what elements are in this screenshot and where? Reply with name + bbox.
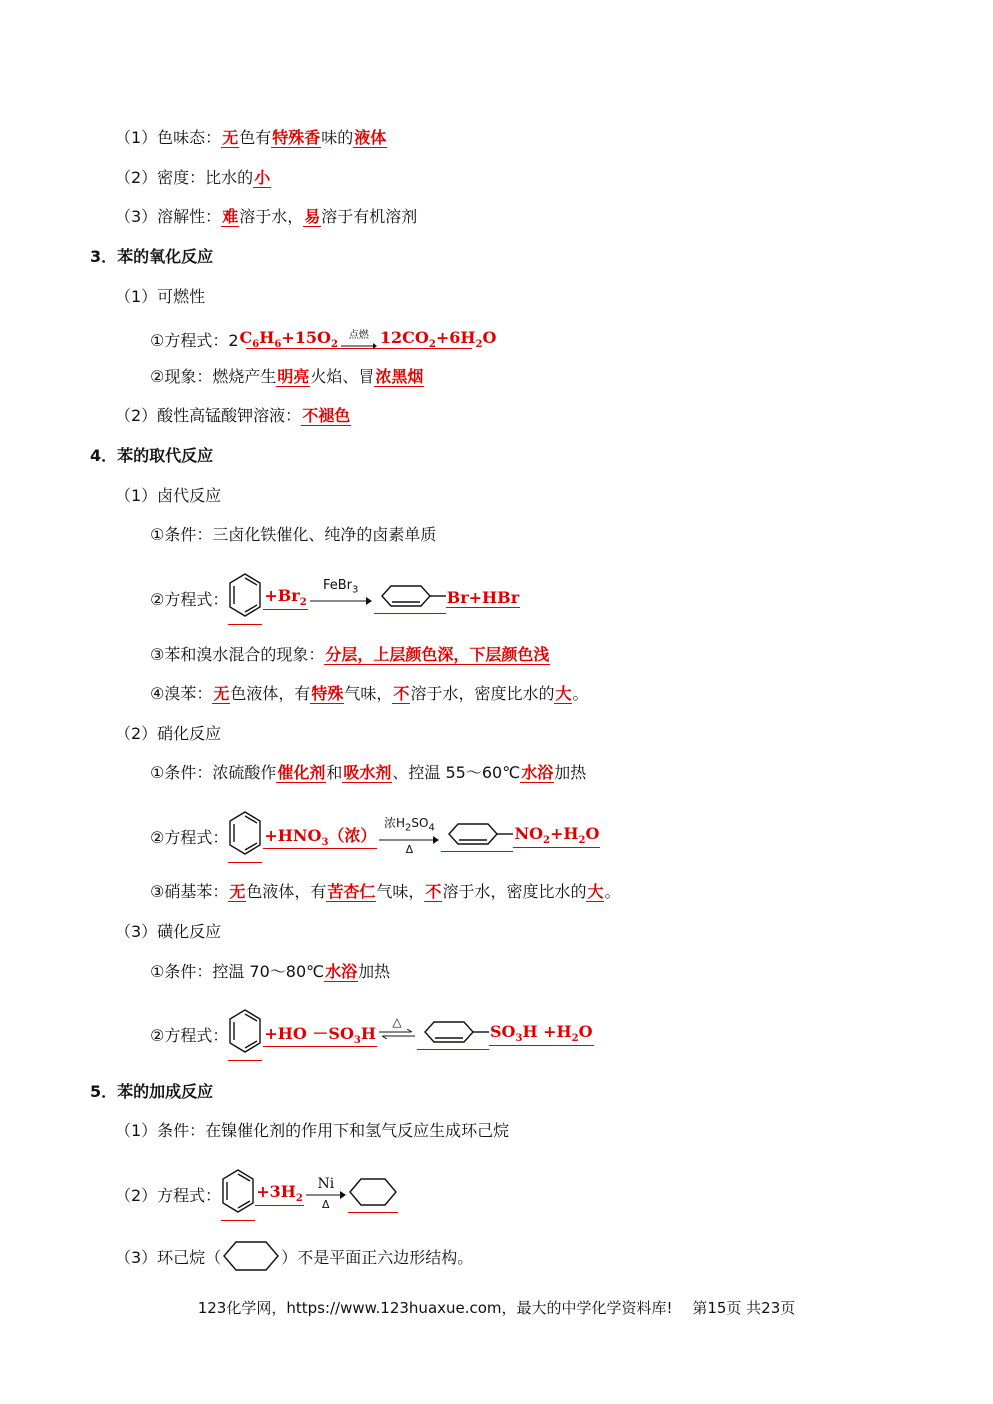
sulfonation-equation: ②方程式： $+HO -SO_3H$ △ $SO_3H +H_2O$	[150, 1006, 594, 1062]
benzene-structure-icon	[221, 1168, 255, 1214]
line-solubility: （3）溶解性：难溶于水，易溶于有机溶剂	[115, 207, 418, 226]
cyclohexane-structure-icon	[348, 1176, 398, 1208]
line-color-taste-state: （1）色味态：无色有特殊香味的液体	[115, 128, 387, 147]
line-halogenation: （1）卤代反应	[115, 486, 222, 505]
section-3-title: 3．苯的氧化反应	[90, 247, 214, 266]
page-footer: 123化学网，https://www.123huaxue.com，最大的中学化学资料库! 第15页 共23页	[197, 1299, 796, 1317]
line-bromine-water: ③苯和溴水混合的现象：分层，上层颜色深，下层颜色浅	[150, 645, 550, 664]
line-sulfonation: （3）磺化反应	[115, 922, 222, 941]
bromination-equation: ②方程式： $+Br_2$ FeBr$_3$ Br+HBr	[150, 570, 520, 626]
bromobenzene-structure-icon	[374, 583, 446, 609]
benzene-structure-icon	[228, 572, 262, 618]
line-cyclohexane-not-planar: （3）环己烷（ ）不是平面正六边形结构。	[115, 1240, 473, 1272]
benzenesulfonic-acid-structure-icon	[417, 1019, 489, 1045]
reversible-arrow-icon	[379, 1029, 415, 1039]
benzene-structure-icon	[228, 1008, 262, 1054]
combustion-equation: ①方程式：2 $C_6H_6+15O_2$ 点燃 $12CO_2+6H_2O$	[150, 327, 497, 351]
nitrobenzene-structure-icon	[441, 821, 513, 847]
hydrogenation-equation: （2）方程式： $+3H_2$ Ni Δ	[115, 1166, 398, 1222]
nitration-equation: ②方程式： $+HNO_3$（浓） 浓$H_2SO_4$ Δ $NO_2+H_2O$	[150, 808, 600, 864]
line-halogenation-condition: ①条件：三卤化铁催化、纯净的卤素单质	[150, 525, 437, 544]
line-nitration-condition: ①条件：浓硫酸作催化剂和吸水剂、控温 55～60℃水浴加热	[150, 763, 587, 782]
line-bromobenzene: ④溴苯：无色液体，有特殊气味，不溶于水，密度比水的大。	[150, 684, 589, 703]
line-kmno4: （2）酸性高锰酸钾溶液：不褪色	[115, 406, 351, 425]
section-4-title: 4．苯的取代反应	[90, 446, 214, 465]
line-flammability: （1）可燃性	[115, 287, 206, 306]
arrow-right-icon	[310, 597, 372, 605]
benzene-structure-icon	[228, 810, 262, 856]
line-nitration: （2）硝化反应	[115, 724, 222, 743]
line-nitrobenzene: ③硝基苯：无色液体，有苦杏仁气味，不溶于水，密度比水的大。	[150, 882, 621, 901]
reaction-arrow: 点燃	[341, 329, 377, 349]
line-sulfonation-condition: ①条件：控温 70～80℃水浴加热	[150, 962, 391, 981]
line-combustion-phenomenon: ②现象：燃烧产生明亮火焰、冒浓黑烟	[150, 367, 424, 386]
cyclohexane-structure-icon	[221, 1239, 281, 1273]
line-addition-condition: （1）条件：在镍催化剂的作用下和氢气反应生成环己烷	[115, 1121, 510, 1140]
line-density: （2）密度：比水的小	[115, 168, 271, 187]
section-5-title: 5．苯的加成反应	[90, 1082, 214, 1101]
